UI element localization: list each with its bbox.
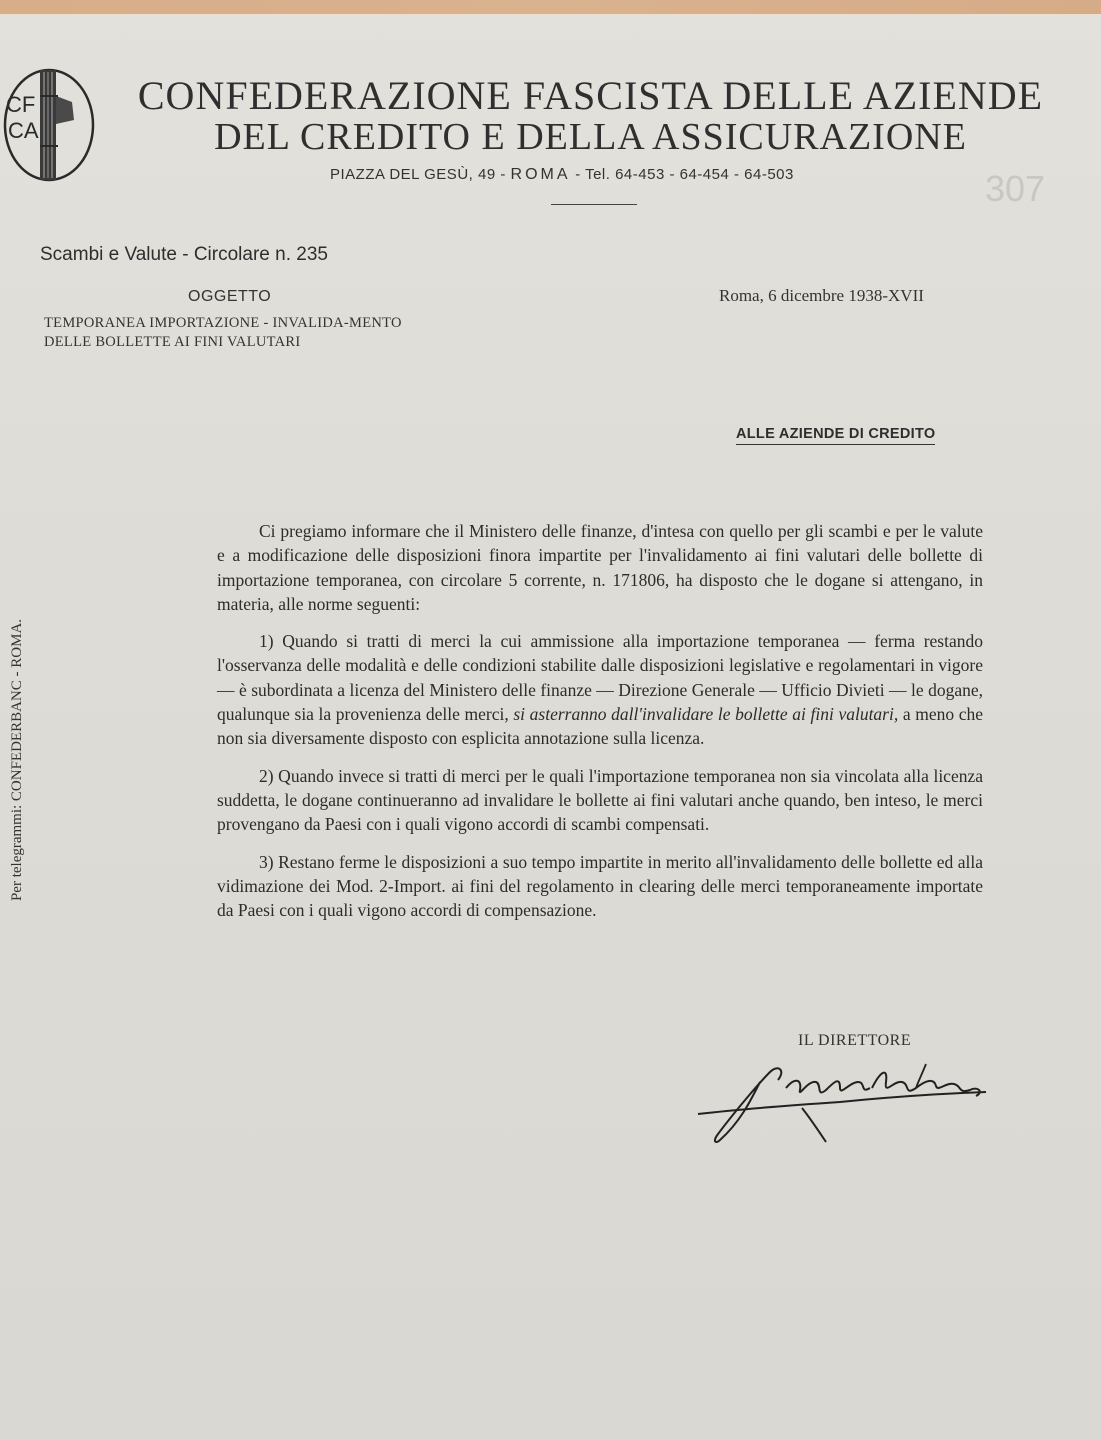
point-1-text: 1) Quando si tratti di merci la cui ammissione alla importazione temporanea — ferma restando l'osservanza delle modalità e delle condizioni stabilite dalle disposizioni legislative e regolamentari in vigore — è subordinata a licenza del Ministero delle finanze — Direzione Generale — Ufficio Divieti — le dogane, qualunque sia la provenienza delle merci, [217, 631, 983, 725]
svg-text:CF: CF [6, 92, 36, 117]
point-1-italic: si asterranno dall'invalidare le bollette ai fini valutari, [513, 704, 899, 725]
archive-number: 307 [985, 168, 1046, 209]
signatory-title: IL DIRETTORE [798, 1032, 912, 1049]
address-city: ROMA [510, 166, 571, 183]
letterhead-line-2: DEL CREDITO E DELLA ASSICURAZIONE [214, 116, 967, 158]
subject-text: TEMPORANEA IMPORTAZIONE - INVALIDA-MENTO DELLE BOLLETTE AI FINI VALUTARI [44, 315, 402, 350]
body-point-1 [217, 629, 983, 750]
svg-text:CA: CA [8, 118, 39, 143]
body-intro: Ci pregiamo informare che il Ministero delle finanze, d'intesa con quello per gli scambi e per le valute e a modificazione delle disposizioni finora impartite per l'invalidamento ai fini valutari delle bollette di importazione temporanea, con circolare 5 corrente, n. 171806, ha disposto che le dogane si attengano, in materia, alle norme seguenti: [217, 521, 983, 614]
address-phones: - Tel. 64-453 - 64-454 - 64-503 [575, 166, 794, 183]
letterhead-rule [551, 204, 637, 205]
address-street: PIAZZA DEL GESÙ, 49 - [330, 166, 506, 183]
letter-body [217, 519, 983, 935]
letterhead-line-1: CONFEDERAZIONE FASCISTA DELLE AZIENDE [137, 73, 1044, 118]
handwritten-signature [690, 1052, 990, 1146]
letter-date: Roma, 6 dicembre 1938-XVII [719, 286, 924, 305]
recipient: ALLE AZIENDE DI CREDITO [736, 426, 935, 445]
letterhead-address [330, 166, 794, 184]
circular-reference: Scambi e Valute - Circolare n. 235 [40, 244, 328, 265]
body-point-3: 3) Restano ferme le disposizioni a suo tempo impartite in merito all'invalidamento delle bollette ed alla vidimazione dei Mod. 2-Import. ai fini del regolamento in clearing delle merci temporaneamente importate da Paesi con i quali vigono accordi di compensazione. [217, 851, 983, 921]
point-1-end: a meno che non sia diversamente disposto con esplicita annotazione sulla licenza. [217, 704, 984, 749]
body-point-2: 2) Quando invece si tratti di merci per le quali l'importazione temporanea non sia vincolata alla licenza suddetta, le dogane continueranno ad invalidare le bollette ai fini valutari anche quando, ben inteso, le merci provengano da Paesi con i quali vigono accordi di scambi compensati. [217, 765, 983, 835]
telegram-side-note: Per telegrammi: CONFEDERBANC - ROMA. [9, 618, 25, 902]
subject-label: OGGETTO [188, 288, 272, 305]
page-top-edge [0, 0, 1101, 14]
